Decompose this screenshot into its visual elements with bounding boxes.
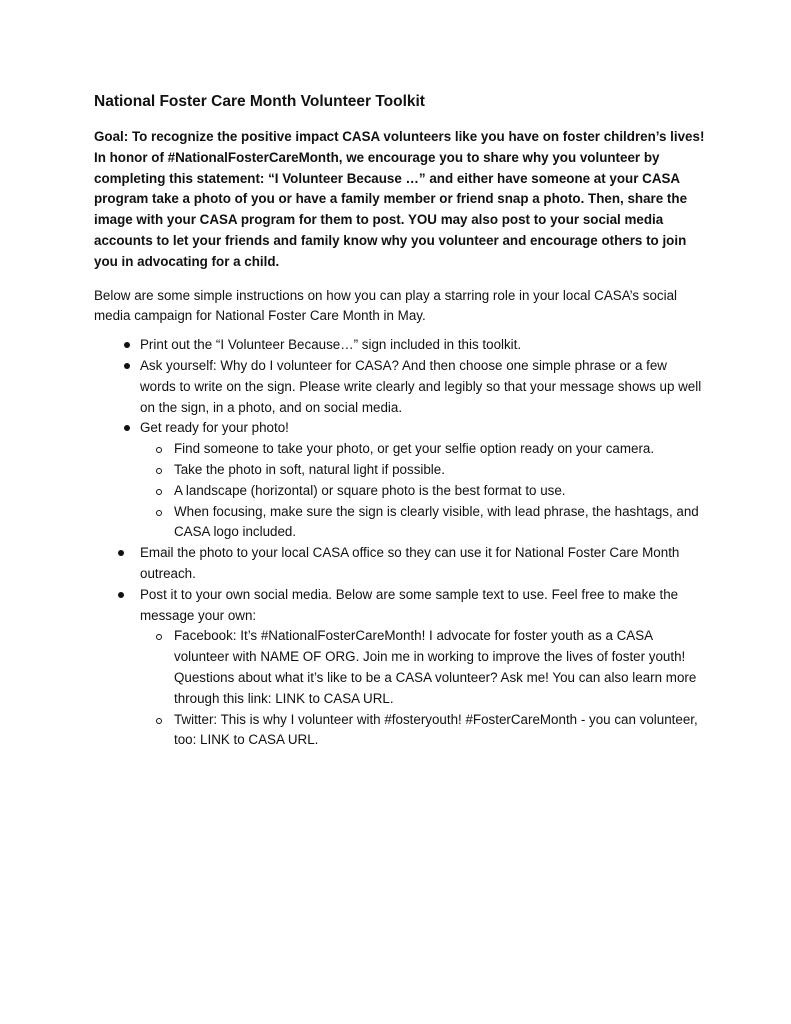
circle-bullet-icon xyxy=(156,510,162,516)
list-item-text: Email the photo to your local CASA office so they can use it for National Foster Care Month outreach. xyxy=(140,545,680,581)
list-item xyxy=(94,585,706,751)
sub-list-item-text: When focusing, make sure the sign is clearly visible, with lead phrase, the hashtags, and CASA logo included. xyxy=(174,503,699,540)
bullet-icon xyxy=(118,550,124,556)
sub-list-item-text: Twitter: This is why I volunteer with #fosteryouth! #FosterCareMonth - you can volunteer, too: LINK to CASA URL. xyxy=(174,711,698,748)
circle-bullet-icon xyxy=(156,489,162,495)
document-body xyxy=(94,92,706,751)
bullet-icon xyxy=(124,342,130,348)
sub-list-item xyxy=(140,626,706,709)
goal-paragraph: Goal: To recognize the positive impact CASA volunteers like you have on foster children’s lives! In honor of #NationalFosterCareMonth, we encourage you to share why you volunteer by completing this statement: “I Volunteer Because …” and either have someone at your CASA program take a photo of you or have a family member or friend snap a photo. Then, share the image with your CASA program for them to post. YOU may also post to your social media accounts to let your friends and family know why you volunteer and encourage others to join you in advocating for a child. xyxy=(94,129,705,269)
list-item xyxy=(94,418,706,543)
circle-bullet-icon xyxy=(156,718,162,724)
document-title: National Foster Care Month Volunteer Toolkit xyxy=(94,93,425,110)
sub-list-item-text: A landscape (horizontal) or square photo is the best format to use. xyxy=(174,482,566,498)
sub-list-item-text: Take the photo in soft, natural light if possible. xyxy=(174,461,445,477)
sub-list-item xyxy=(140,710,706,752)
sub-list-item xyxy=(140,460,706,481)
list-item-text: Print out the “I Volunteer Because…” sign included in this toolkit. xyxy=(140,337,522,353)
sub-list-item xyxy=(140,439,706,460)
circle-bullet-icon xyxy=(156,468,162,474)
bullet-icon xyxy=(118,592,124,598)
list-item xyxy=(94,543,706,585)
sub-list-item xyxy=(140,481,706,502)
sub-list-item-text: Find someone to take your photo, or get your selfie option ready on your camera. xyxy=(174,441,655,457)
sub-list-item-text: Facebook: It’s #NationalFosterCareMonth! I advocate for foster youth as a CASA volunteer with NAME OF ORG. Join me in working to improve the lives of foster youth! Questions about what it’s like to be a CASA volunteer? Ask me! You can also learn more through this link: LINK to CASA URL. xyxy=(174,628,697,706)
list-item-text: Get ready for your photo! xyxy=(140,420,289,436)
sub-list-item xyxy=(140,502,706,544)
circle-bullet-icon xyxy=(156,634,162,640)
sub-list xyxy=(140,626,706,751)
instruction-list xyxy=(94,335,706,751)
bullet-icon xyxy=(124,363,130,369)
list-item-text: Post it to your own social media. Below are some sample text to use. Feel free to make the message your own: xyxy=(140,586,679,623)
list-item-text: Ask yourself: Why do I volunteer for CASA? And then choose one simple phrase or a few words to write on the sign. Please write clearly and legibly so that your message shows up well on the sign, in a photo, and on social media. xyxy=(140,357,702,415)
list-item xyxy=(94,335,706,356)
list-item xyxy=(94,356,706,418)
intro-paragraph: Below are some simple instructions on how you can play a starring role in your local CASA’s social media campaign for National Foster Care Month in May. xyxy=(94,287,678,324)
bullet-icon xyxy=(124,425,130,431)
sub-list xyxy=(140,439,706,543)
circle-bullet-icon xyxy=(156,447,162,453)
